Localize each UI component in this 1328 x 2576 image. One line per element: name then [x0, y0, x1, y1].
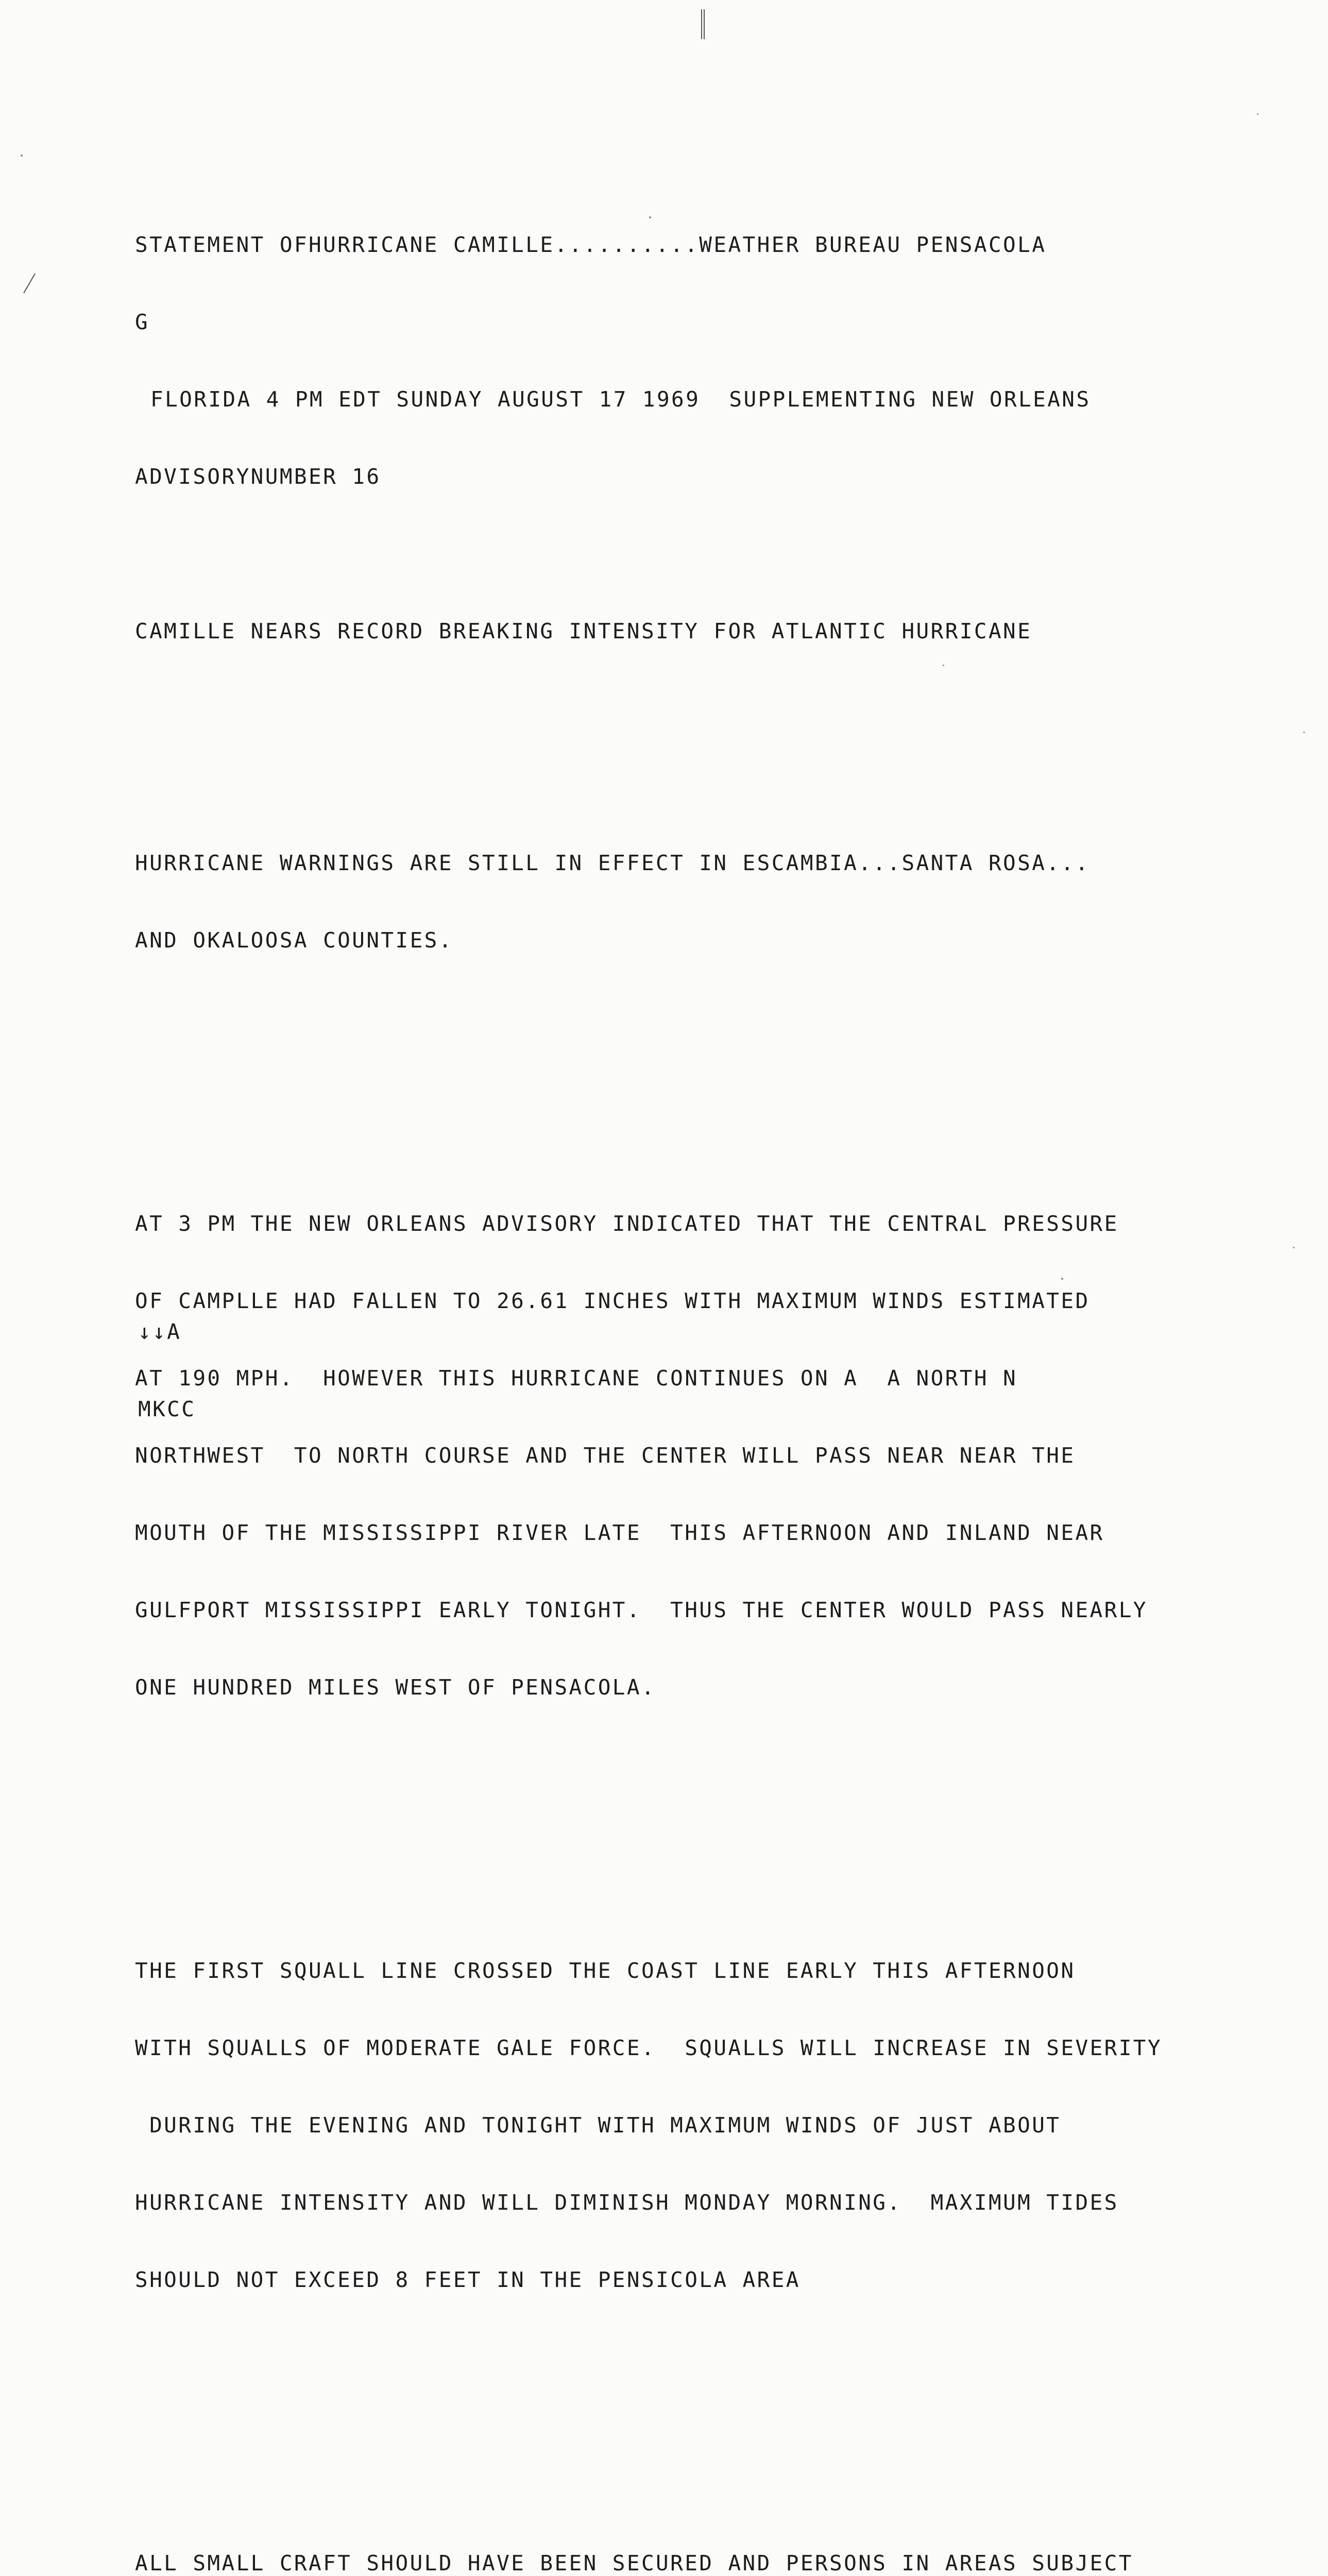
header-advisory-number: ADVISORYNUMBER 16 — [135, 464, 381, 489]
paper-speck — [21, 155, 23, 157]
paragraph-line: THE FIRST SQUALL LINE CROSSED THE COAST LINE EARLY THIS AFTERNOON — [135, 1958, 1076, 1983]
header-date-line: FLORIDA 4 PM EDT SUNDAY AUGUST 17 1969 SUPPLEMENTING NEW ORLEANS — [150, 387, 1091, 412]
page-edge-mark — [701, 9, 705, 39]
footer-code-arrows: ↓↓A — [138, 1319, 182, 1344]
paragraph-line: GULFPORT MISSISSIPPI EARLY TONIGHT. THUS THE CENTER WOULD PASS NEARLY — [135, 1598, 1148, 1622]
paragraph-line: DURING THE EVENING AND TONIGHT WITH MAXIMUM WINDS OF JUST ABOUT — [135, 2113, 1061, 2138]
footer-code-station: MKCC — [138, 1397, 196, 1421]
paragraph-small-craft — [135, 2499, 1299, 2576]
paper-speck — [1303, 732, 1305, 733]
paragraph-line: HURRICANE INTENSITY AND WILL DIMINISH MONDAY MORNING. MAXIMUM TIDES — [135, 2190, 1119, 2215]
paragraph-advisory — [135, 1159, 1299, 1752]
paragraph-line: ALL SMALL CRAFT SHOULD HAVE BEEN SECURED AND PERSONS IN AREAS SUBJECT — [135, 2551, 1133, 2575]
paragraph-line: AND OKALOOSA COUNTIES. — [135, 928, 453, 953]
headline: CAMILLE NEARS RECORD BREAKING INTENSITY FOR ATLANTIC HURRICANE — [135, 619, 1032, 643]
paragraph-line: AT 3 PM THE NEW ORLEANS ADVISORY INDICATED THAT THE CENTRAL PRESSURE — [135, 1211, 1119, 1236]
paragraph-line: MOUTH OF THE MISSISSIPPI RIVER LATE THIS AFTERNOON AND INLAND NEAR — [135, 1520, 1104, 1545]
paragraph-line: SHOULD NOT EXCEED 8 FEET IN THE PENSICOLA AREA — [135, 2267, 801, 2292]
teletype-statement — [135, 180, 1299, 2576]
header-stray-char: G — [135, 310, 150, 334]
header-title-line: STATEMENT OFHURRICANE CAMILLE..........WEATHER BUREAU PENSACOLA — [135, 232, 1047, 257]
stray-pen-mark — [23, 273, 36, 293]
teletype-footer — [138, 1267, 196, 1448]
paragraph-line: AT 190 MPH. HOWEVER THIS HURRICANE CONTINUES ON A A NORTH N — [135, 1366, 1018, 1391]
paragraph-line: WITH SQUALLS OF MODERATE GALE FORCE. SQUALLS WILL INCREASE IN SEVERITY — [135, 2036, 1162, 2060]
paragraph-warnings — [135, 799, 1299, 1005]
paragraph-line: OF CAMPLLE HAD FALLEN TO 26.61 INCHES WITH MAXIMUM WINDS ESTIMATED — [135, 1289, 1090, 1313]
paper-speck — [1257, 113, 1258, 115]
paragraph-line: HURRICANE WARNINGS ARE STILL IN EFFECT IN ESCAMBIA...SANTA ROSA... — [135, 851, 1090, 875]
paragraph-line: NORTHWEST TO NORTH COURSE AND THE CENTER WILL PASS NEAR NEAR THE — [135, 1443, 1076, 1468]
paragraph-squall-line — [135, 1906, 1299, 2344]
paragraph-line: ONE HUNDRED MILES WEST OF PENSACOLA. — [135, 1675, 656, 1700]
